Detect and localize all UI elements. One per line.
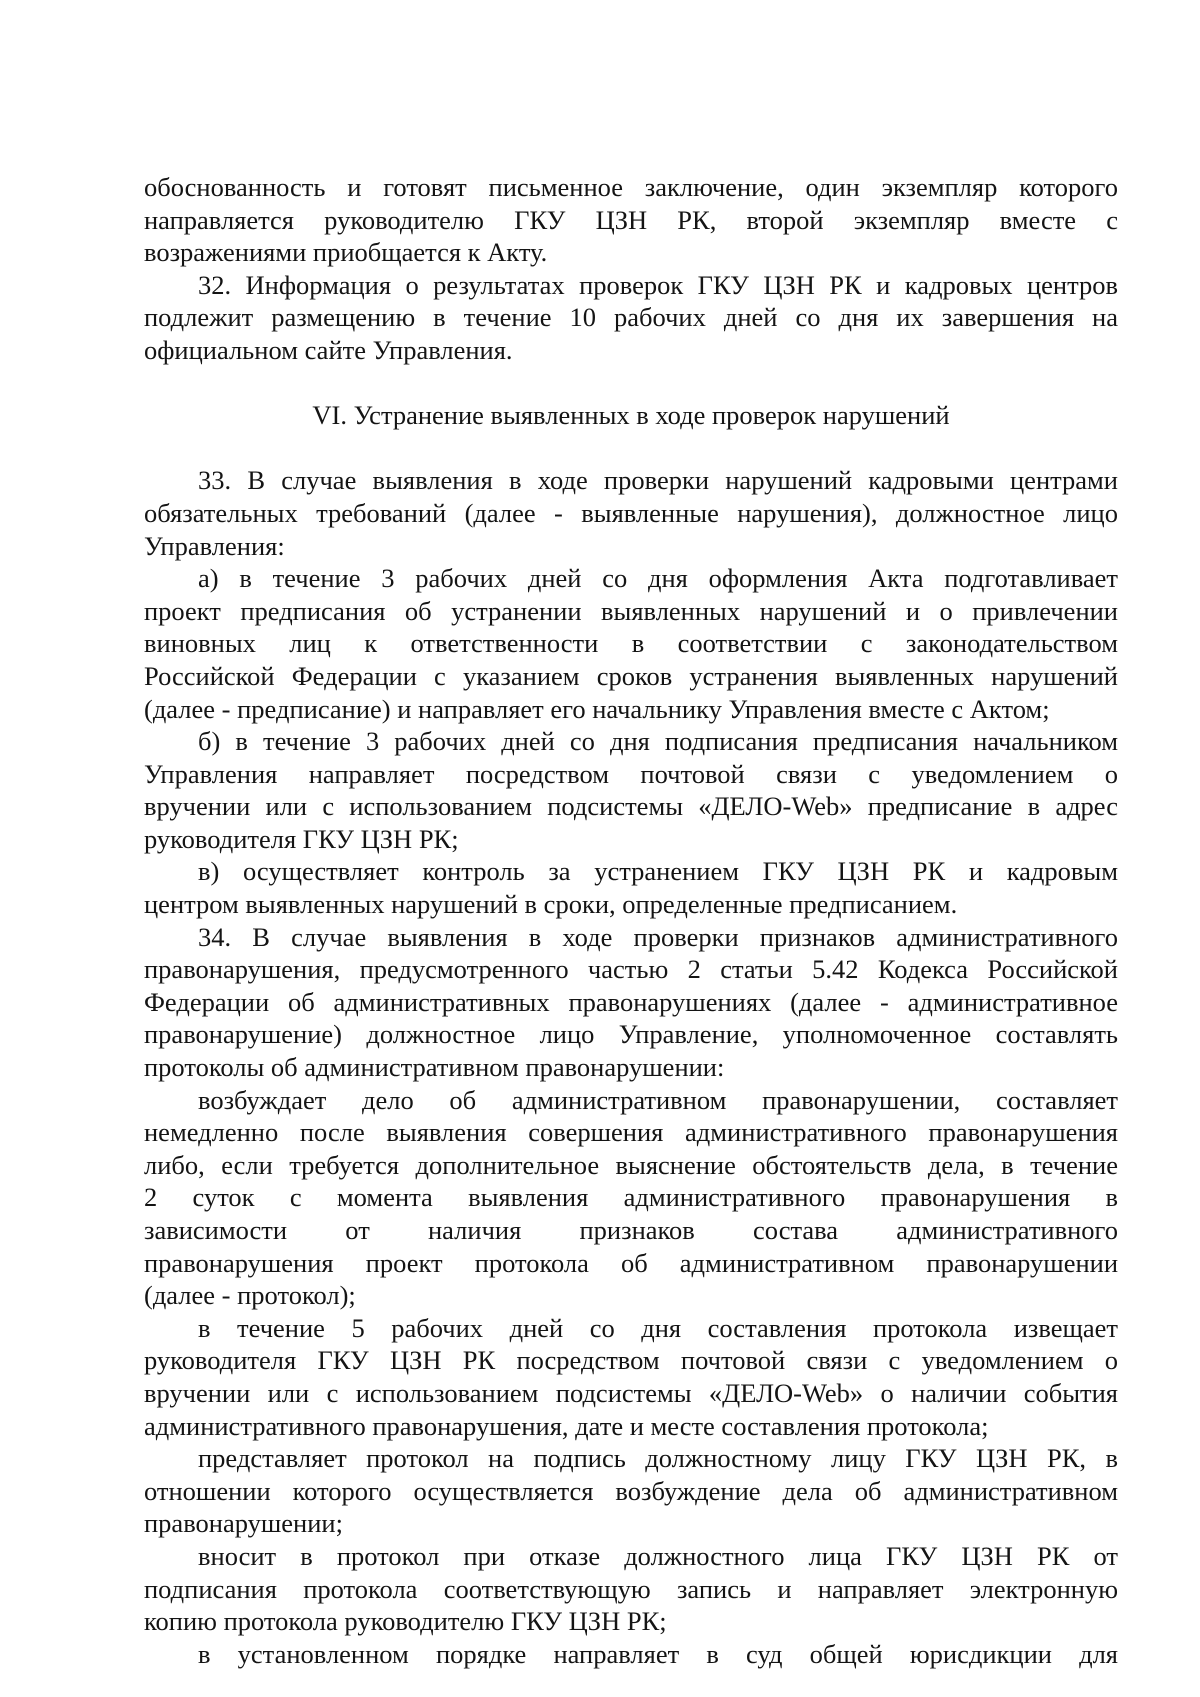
paragraph-line: обоснованность и готовят письменное заключение, один экземпляр которого xyxy=(144,172,1118,202)
paragraph xyxy=(144,464,1118,562)
paragraph-line: зависимости от наличия признаков состава административного xyxy=(144,1215,1118,1245)
paragraph-spacer xyxy=(144,367,1118,400)
paragraph-line: 33. В случае выявления в ходе проверки нарушений кадровыми центрами xyxy=(198,465,1118,496)
paragraph xyxy=(144,855,1118,920)
paragraph-line: вручении или с использованием подсистемы «ДЕЛО-Web» предписание в адрес xyxy=(144,791,1118,822)
paragraph-line: Российской Федерации с указанием сроков устранения выявленных нарушений xyxy=(144,660,1118,691)
paragraph-line: возбуждает дело об административном правонарушении, составляет xyxy=(198,1084,1118,1115)
paragraph-line: возражениями приобщается к Акту. xyxy=(144,237,548,268)
paragraph-line: правонарушении; xyxy=(144,1508,343,1539)
paragraph-line: Управления: xyxy=(144,530,285,561)
paragraph-line: виновных лиц к ответственности в соответствии с законодательством xyxy=(144,628,1118,659)
document-body xyxy=(144,171,1118,1670)
paragraph xyxy=(144,1312,1118,1442)
paragraph-line: (далее - протокол); xyxy=(144,1280,356,1311)
paragraph xyxy=(144,725,1118,855)
paragraph-line: в течение 5 рабочих дней со дня составления протокола извещает xyxy=(198,1312,1118,1343)
paragraph-line: отношении которого осуществляется возбуждение дела об административном xyxy=(144,1475,1118,1506)
paragraph-line: протоколы об административном правонарушении: xyxy=(144,1052,725,1083)
paragraph-line: проект предписания об устранении выявленных нарушений и о привлечении xyxy=(144,595,1118,626)
paragraph-line: вносит в протокол при отказе должностного лица ГКУ ЦЗН РК от xyxy=(198,1540,1118,1571)
paragraph-line: подлежит размещению в течение 10 рабочих дней со дня их завершения на xyxy=(144,302,1118,333)
paragraph-line: 32. Информация о результатах проверок ГКУ ЦЗН РК и кадровых центров xyxy=(198,269,1118,300)
paragraph-line: либо, если требуется дополнительное выяснение обстоятельств дела, в течение xyxy=(144,1149,1118,1180)
paragraph xyxy=(144,921,1118,1084)
paragraph-line: правонарушение) должностное лицо Управление, уполномоченное составлять xyxy=(144,1019,1118,1050)
paragraph-line: 34. В случае выявления в ходе проверки признаков административного xyxy=(198,921,1118,952)
paragraph xyxy=(144,1638,1118,1671)
paragraph-line: 2 суток с момента выявления административного правонарушения в xyxy=(144,1182,1118,1213)
paragraph-line: (далее - предписание) и направляет его начальнику Управления вместе с Актом; xyxy=(144,693,1050,724)
paragraph-line: представляет протокол на подпись должностному лицу ГКУ ЦЗН РК, в xyxy=(198,1443,1118,1474)
paragraph-line: правонарушения, предусмотренного частью 2 статьи 5.42 Кодекса Российской xyxy=(144,954,1118,985)
paragraph-line: вручении или с использованием подсистемы «ДЕЛО-Web» о наличии события xyxy=(144,1377,1118,1408)
paragraph-line: а) в течение 3 рабочих дней со дня оформления Акта подготавливает xyxy=(198,563,1118,594)
paragraph-line: Федерации об административных правонарушениях (далее - административное xyxy=(144,986,1118,1017)
paragraph-line: административного правонарушения, дате и месте составления протокола; xyxy=(144,1410,989,1441)
paragraph-spacer xyxy=(144,432,1118,465)
paragraph-line: б) в течение 3 рабочих дней со дня подписания предписания начальником xyxy=(198,726,1118,757)
paragraph-line: руководителя ГКУ ЦЗН РК посредством почтовой связи с уведомлением о xyxy=(144,1345,1118,1376)
paragraph-line: подписания протокола соответствующую запись и направляет электронную xyxy=(144,1573,1118,1604)
paragraph-line: официальном сайте Управления. xyxy=(144,334,513,365)
paragraph xyxy=(144,1442,1118,1540)
paragraph-line: обязательных требований (далее - выявленные нарушения), должностное лицо xyxy=(144,497,1118,528)
paragraph-line: правонарушения проект протокола об административном правонарушении xyxy=(144,1247,1118,1278)
paragraph xyxy=(144,1540,1118,1638)
paragraph xyxy=(144,562,1118,725)
paragraph-line: Управления направляет посредством почтовой связи с уведомлением о xyxy=(144,758,1118,789)
paragraph-line: центром выявленных нарушений в сроки, определенные предписанием. xyxy=(144,889,958,920)
paragraph-line: немедленно после выявления совершения административного правонарушения xyxy=(144,1117,1118,1148)
paragraph xyxy=(144,171,1118,269)
paragraph-line: копию протокола руководителю ГКУ ЦЗН РК; xyxy=(144,1606,667,1637)
paragraph-line: руководителя ГКУ ЦЗН РК; xyxy=(144,823,459,854)
paragraph-line: в) осуществляет контроль за устранением ГКУ ЦЗН РК и кадровым xyxy=(198,856,1118,887)
section-heading: VI. Устранение выявленных в ходе проверок нарушений xyxy=(312,400,950,431)
paragraph xyxy=(144,1084,1118,1312)
paragraph xyxy=(144,269,1118,367)
paragraph-line: в установленном порядке направляет в суд общей юрисдикции для xyxy=(198,1638,1118,1669)
paragraph-line: направляется руководителю ГКУ ЦЗН РК, второй экземпляр вместе с xyxy=(144,204,1118,235)
